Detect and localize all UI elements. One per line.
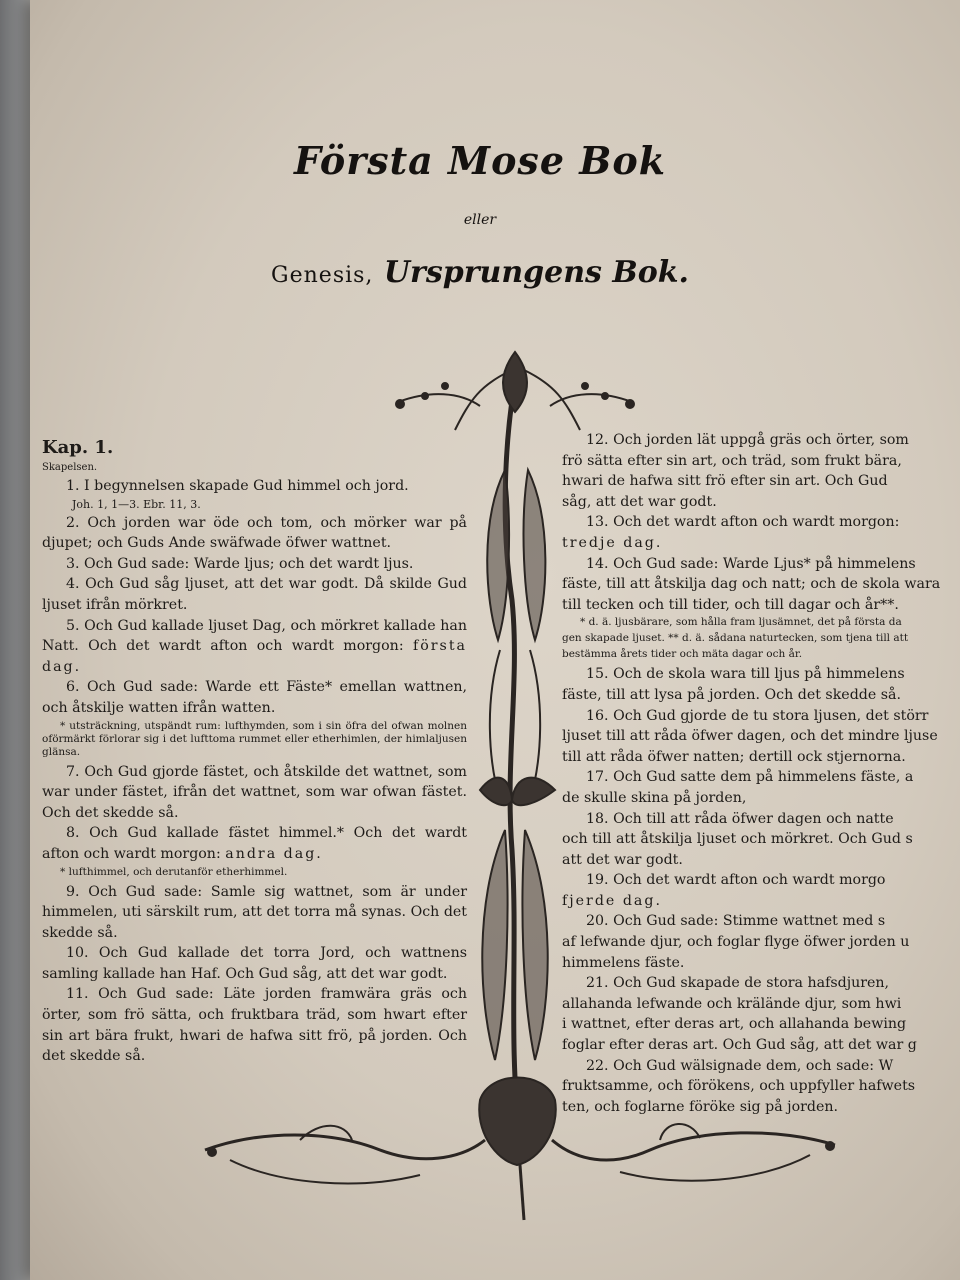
right-line: i wattnet, efter deras art, och allahanda bewing: [562, 1016, 907, 1033]
right-line: hwari de hafwa sitt frö efter sin art. Och Gud: [562, 473, 888, 490]
right-line: ljuset till att råda öfwer dagen, och det mindre ljuse: [562, 728, 938, 745]
right-line: 15. Och de skola wara till ljus på himmelens: [586, 666, 905, 683]
verse-5-text: 5. Och Gud kallade ljuset Dag, och mörkret kallade han Natt. Och det wardt afton och wardt morgon:: [42, 617, 467, 655]
right-line: till att råda öfwer natten; dertill ock stjernorna.: [562, 748, 906, 765]
verse-5-day: första dag.: [42, 638, 467, 675]
footnote-8: * lufthimmel, och derutanför etherhimmel.: [60, 865, 288, 878]
book-title: Första Mose Bok: [293, 138, 667, 183]
right-line: såg, att det war godt.: [562, 493, 717, 510]
verse-4: 4. Och Gud såg ljuset, att det war godt. Då skilde Gud ljuset ifrån mörkret.: [42, 576, 467, 613]
title-conjunction: eller: [463, 212, 497, 228]
right-line: fäste, till att lysa på jorden. Och det skedde så.: [562, 686, 902, 703]
right-line: de skulle skina på jorden,: [562, 789, 747, 806]
right-line: och till att åtskilja ljuset och mörkret. Och Gud s: [562, 831, 913, 848]
chapter-subheading: Skapelsen.: [42, 462, 98, 473]
verse-9: 9. Och Gud sade: Samle sig wattnet, som är under himmelen, uti särskilt rum, att det torra må synas. Och det skedde så.: [42, 883, 467, 941]
right-line: foglar efter deras art. Och Gud såg, att det war g: [562, 1037, 917, 1054]
verse-3: 3. Och Gud sade: Warde ljus; och det wardt ljus.: [66, 555, 414, 572]
right-line: frö sätta efter sin art, och träd, som frukt bära,: [562, 452, 902, 469]
subtitle-genesis: Genesis,: [271, 263, 374, 288]
left-text-column: [42, 436, 467, 1067]
right-line: 14. Och Gud sade: Warde Ljus* på himmelens: [586, 555, 916, 572]
right-line: 21. Och Gud skapade de stora hafsdjuren,: [586, 975, 890, 992]
subtitle-ursprung: Ursprungens Bok.: [383, 255, 689, 290]
right-line: 19. Och det wardt afton och wardt morgo: [586, 872, 886, 889]
right-line: allahanda lefwande och kräländе djur, som hwi: [562, 995, 902, 1012]
right-note: gen skapade ljuset. ** d. ä. sådana naturtecken, som tjena till att: [562, 632, 909, 645]
verse-11: 11. Och Gud sade: Läte jorden framwära gräs och örter, som frö sätta, och fruktbara träd, som hwart efter sin art bära frukt, hwari de hafwa sitt frö, på jorden. Och det skedde så.: [42, 986, 467, 1065]
right-line: 22. Och Gud wälsignade dem, och sade: W: [586, 1057, 894, 1074]
verse-2: 2. Och jorden war öde och tom, och mörker war på djupet; och Guds Ande swäfwade öfwer wattnet.: [42, 514, 467, 552]
right-line: att det war godt.: [562, 851, 683, 868]
right-note: * d. ä. ljusbärare, som hålla fram ljusämnet, det på första da: [580, 616, 902, 629]
right-line: af lefwande djur, och foglar flyge öfwer jorden u: [562, 934, 910, 951]
right-line: fäste, till att åtskilja dag och natt; och de skola wara: [562, 576, 941, 593]
right-line: 20. Och Gud sade: Stimme wattnet med s: [586, 913, 886, 930]
verse-7: 7. Och Gud gjorde fästet, och åtskilde det wattnet, som war under fästet, ifrån det wattnet, som war ofwan fästet. Och det skedde så.: [42, 763, 467, 821]
right-line: till tecken och till tider, och till dagar och år**.: [562, 596, 899, 613]
right-line: tredje dag.: [562, 534, 663, 551]
right-line: ten, och foglarne föröke sig på jorden.: [562, 1098, 839, 1115]
cross-reference: Joh. 1, 1—3. Ebr. 11, 3.: [72, 497, 201, 511]
verse-10: 10. Och Gud kallade det torra Jord, och wattnens samling kallade han Haf. Och Gud såg, att det war godt.: [42, 945, 467, 982]
right-line: 18. Och till att råda öfwer dagen och natte: [586, 810, 894, 827]
right-text-column: [562, 430, 960, 1117]
verse-8-day: andra dag.: [225, 845, 323, 862]
right-line: 16. Och Gud gjorde de tu stora ljusen, det störr: [586, 707, 929, 724]
right-line: himmelens fäste.: [562, 954, 685, 971]
right-line: fjerde dag.: [562, 892, 662, 909]
right-line: 13. Och det wardt afton och wardt morgon:: [586, 514, 900, 531]
footnote-6: * utsträckning, utspändt rum: lufthymden, som i sin öfra del ofwan molnen oförmärkt förlorar sig i det lufttoma rummet eller etherhimlen, der himlaljusen glänsa.: [42, 719, 467, 758]
right-line: fruktsamme, och förökens, och uppfyller hafwets: [562, 1078, 916, 1095]
verse-5: [42, 616, 467, 678]
verse-8: [42, 823, 467, 864]
right-note: bestämma årets tider och mäta dagar och år.: [562, 648, 803, 661]
chapter-heading: Kap. 1.: [42, 437, 114, 458]
verse-8-text: 8. Och Gud kallade fästet himmel.* Och det wardt afton och wardt morgon:: [42, 825, 467, 862]
right-line: 12. Och jorden lät uppgå gräs och örter, som: [586, 432, 909, 448]
verse-6: 6. Och Gud sade: Warde ett Fäste* emellan wattnen, och åtskilje watten ifrån watten.: [42, 679, 467, 716]
verse-1: 1. I begynnelsen skapade Gud himmel och jord.: [66, 478, 409, 494]
right-line: 17. Och Gud satte dem på himmelens fäste, a: [586, 769, 914, 786]
